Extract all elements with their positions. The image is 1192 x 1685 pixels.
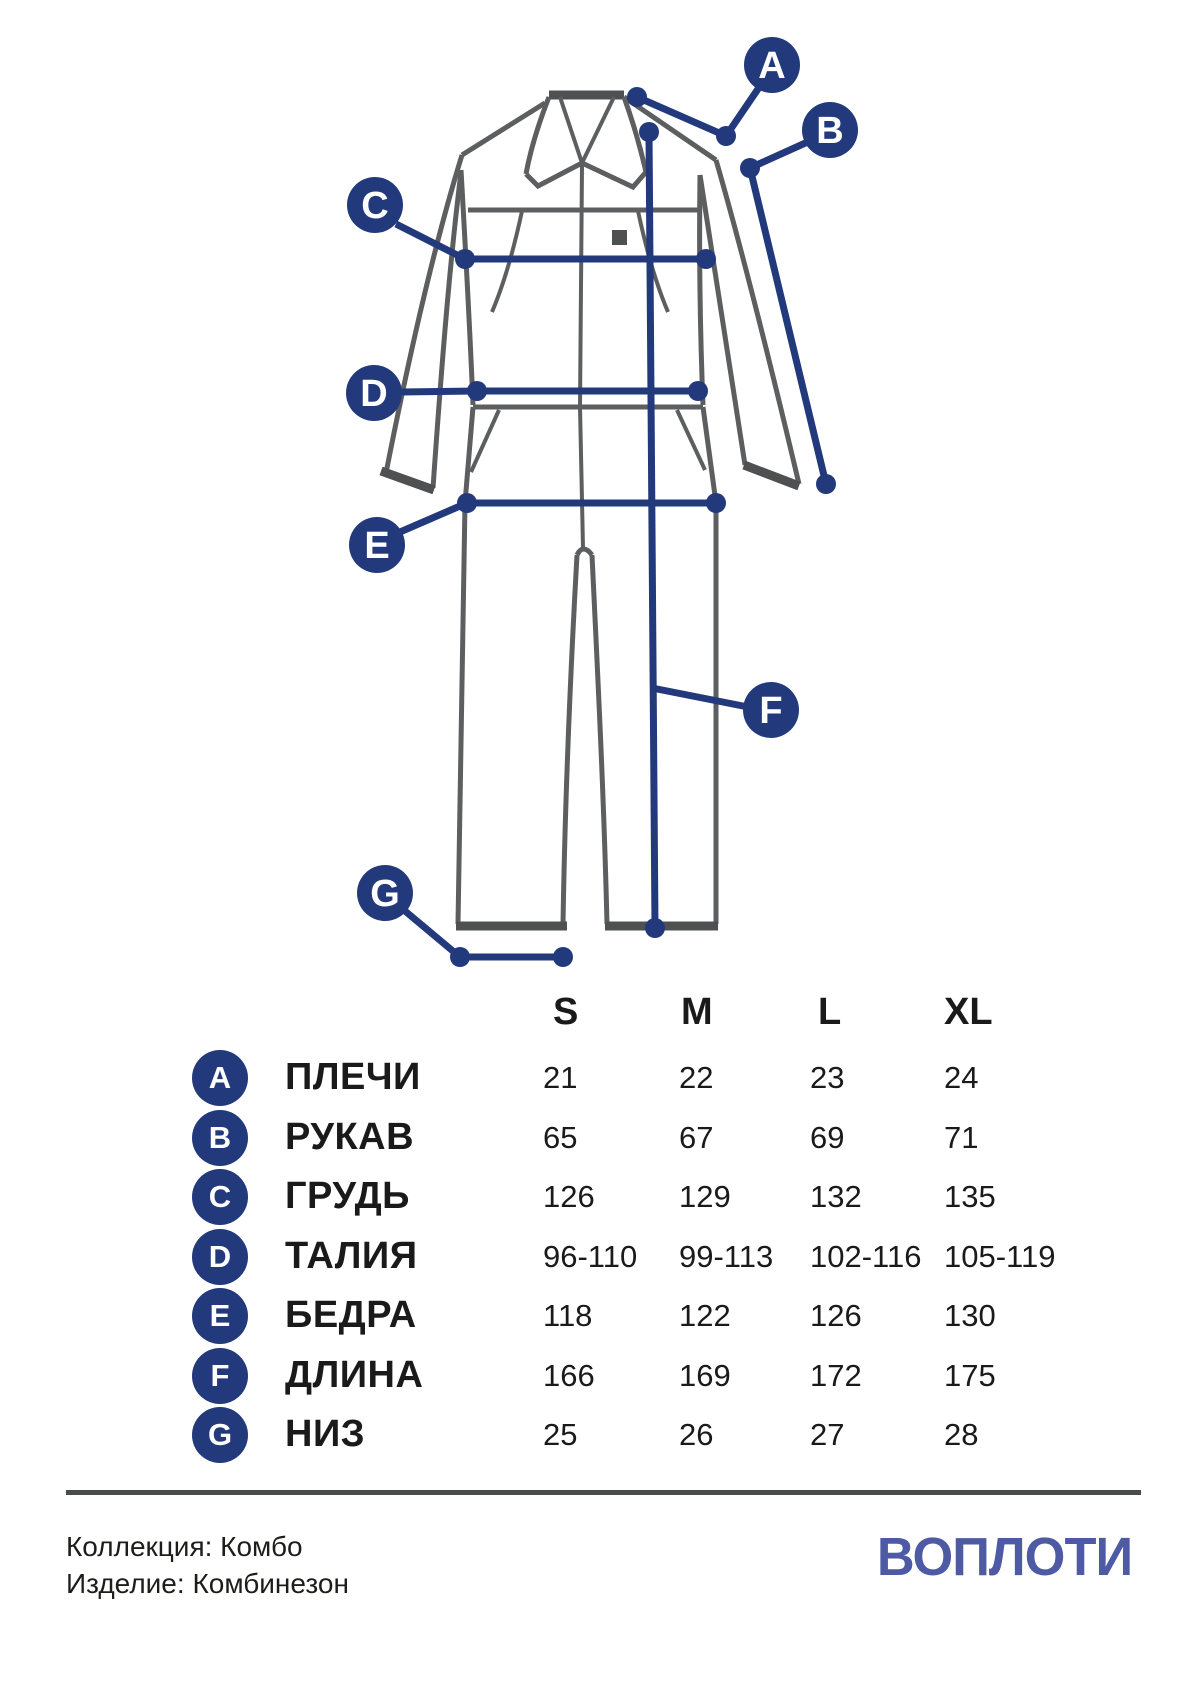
table-row — [0, 1167, 1192, 1227]
cell-value: 129 — [679, 1179, 731, 1214]
cell-value: 122 — [679, 1298, 731, 1333]
diagram-label-f — [743, 682, 799, 738]
size-header-l: L — [818, 991, 842, 1033]
table-row — [0, 1048, 1192, 1108]
row-letter-badge: G — [192, 1407, 248, 1463]
svg-text:D: D — [360, 373, 388, 415]
table-row — [0, 1286, 1192, 1346]
size-header-m: M — [681, 991, 713, 1033]
svg-text:A: A — [758, 45, 786, 87]
cell-value: 71 — [944, 1119, 979, 1155]
cell-value: 26 — [679, 1417, 714, 1452]
diagram-label-b — [802, 102, 858, 158]
cell-value: 28 — [944, 1417, 979, 1452]
cell-value: 65 — [543, 1119, 578, 1155]
footer-info — [66, 1528, 349, 1602]
diagram-label-c — [347, 177, 403, 233]
row-letter-badge: C — [192, 1169, 248, 1225]
row-label: РУКАВ — [285, 1115, 415, 1158]
row-letter-badge: B — [192, 1110, 248, 1166]
row-label: ТАЛИЯ — [285, 1234, 418, 1277]
cell-value: 25 — [543, 1417, 578, 1452]
cell-value: 102-116 — [810, 1238, 922, 1274]
diagram-label-d — [346, 365, 402, 421]
cell-value: 21 — [543, 1060, 578, 1095]
row-label: БЕДРА — [285, 1294, 417, 1336]
cell-value: 23 — [810, 1060, 845, 1095]
brand-logo: ВОПЛОТИ — [876, 1527, 1132, 1587]
diagram-label-e — [349, 517, 405, 573]
row-label: НИЗ — [285, 1413, 366, 1455]
row-label: ГРУДЬ — [285, 1175, 410, 1217]
table-row — [0, 1346, 1192, 1406]
table-row — [0, 1108, 1192, 1168]
cell-value: 99-113 — [679, 1238, 774, 1274]
item-label: Изделие: Комбинезон — [66, 1568, 349, 1599]
collection-label: Коллекция: Комбо — [66, 1531, 303, 1562]
cell-value: 105-119 — [944, 1238, 1056, 1274]
size-table-body — [0, 1048, 1192, 1465]
size-header-xl: XL — [944, 991, 993, 1033]
svg-text:C: C — [361, 185, 389, 227]
cell-value: 27 — [810, 1417, 845, 1452]
cell-value: 22 — [679, 1060, 714, 1095]
cell-value: 126 — [543, 1179, 595, 1214]
svg-text:G: G — [370, 873, 400, 915]
cell-value: 126 — [810, 1298, 862, 1333]
cell-value: 130 — [944, 1298, 996, 1333]
cell-value: 132 — [810, 1179, 862, 1214]
row-letter-badge: F — [192, 1348, 248, 1404]
cell-value: 169 — [679, 1357, 731, 1393]
diagram-label-g — [357, 865, 413, 921]
cell-value: 67 — [679, 1119, 714, 1155]
diagram-label-a — [744, 37, 800, 93]
row-label: ДЛИНА — [285, 1353, 424, 1396]
svg-text:F: F — [759, 690, 783, 732]
size-header-s: S — [553, 991, 579, 1033]
cell-value: 96-110 — [543, 1238, 638, 1274]
size-table-header — [0, 984, 1192, 1040]
row-letter-badge: E — [192, 1288, 248, 1344]
cell-value: 24 — [944, 1060, 979, 1095]
row-letter-badge: D — [192, 1229, 248, 1285]
cell-value: 172 — [810, 1357, 862, 1393]
footer-divider — [66, 1490, 1141, 1495]
row-label: ПЛЕЧИ — [285, 1056, 421, 1098]
row-letter-badge: A — [192, 1050, 248, 1106]
cell-value: 175 — [944, 1357, 996, 1393]
svg-text:E: E — [364, 525, 390, 567]
svg-text:B: B — [816, 110, 844, 152]
table-row — [0, 1227, 1192, 1287]
cell-value: 118 — [543, 1298, 593, 1333]
cell-value: 135 — [944, 1179, 996, 1214]
cell-value: 166 — [543, 1357, 595, 1393]
cell-value: 69 — [810, 1119, 845, 1155]
table-row — [0, 1405, 1192, 1465]
